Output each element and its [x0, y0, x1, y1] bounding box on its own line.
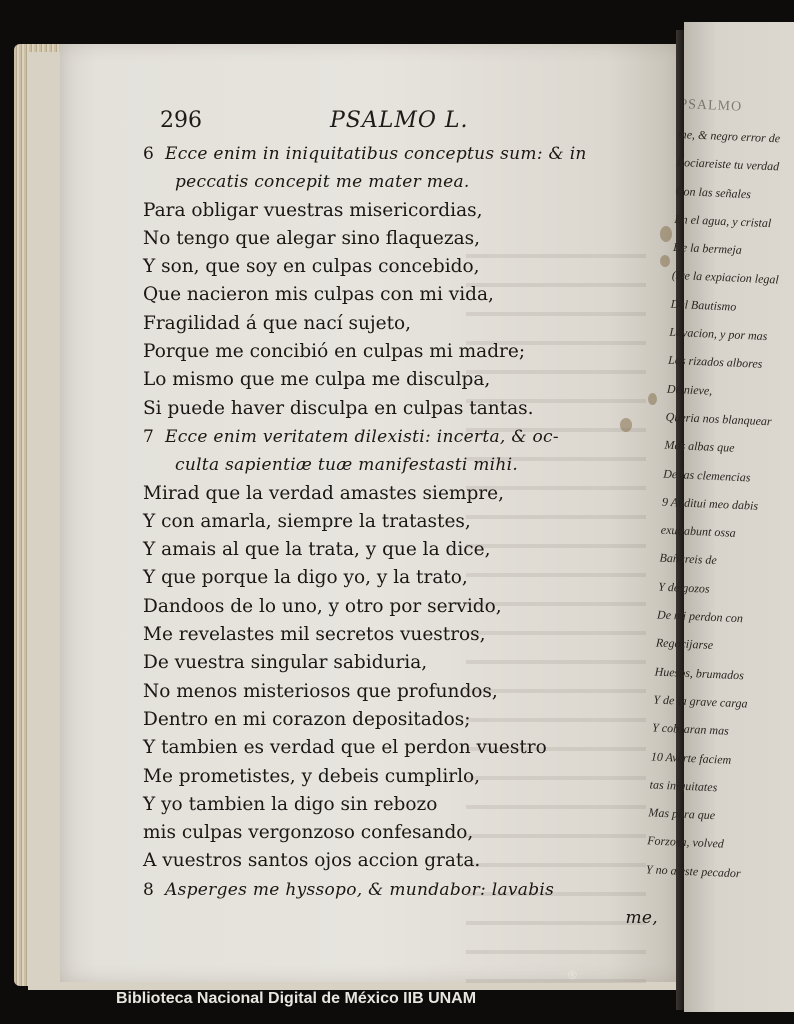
- text-line: [143, 508, 658, 536]
- next-page-line: tas iniquitates: [649, 777, 718, 795]
- running-title: PSALMO L.: [330, 108, 469, 133]
- next-page-line: De mi perdon con: [656, 607, 744, 626]
- text-line: [143, 621, 658, 649]
- watermark: [116, 968, 577, 1012]
- text-line: [143, 225, 658, 253]
- next-page-line: Con las señales: [675, 183, 752, 201]
- text-line: [143, 480, 658, 508]
- text-line: [143, 593, 658, 621]
- line-text: Si puede haver disculpa en culpas tantas.: [143, 397, 534, 419]
- next-page-line: Mas para que: [648, 805, 716, 823]
- next-page-line: Del Bautismo: [670, 296, 737, 314]
- page-stain: [660, 255, 670, 267]
- line-text: No tengo que alegar sino flaquezas,: [143, 227, 481, 249]
- line-text: Dentro en mi corazon depositados;: [143, 708, 471, 730]
- page-number: 296: [160, 108, 202, 133]
- line-text: Mirad que la verdad amastes siempre,: [143, 482, 504, 504]
- line-text: Y que porque la digo yo, y la trato,: [143, 567, 468, 589]
- next-page-line: Y cobraran mas: [651, 720, 730, 738]
- next-page-line: (De la expiacion legal: [671, 268, 780, 287]
- text-line: [143, 904, 658, 932]
- running-head: [160, 108, 490, 138]
- next-page-line: Y de la grave carga: [653, 692, 748, 711]
- line-text: Fragilidad á que nací sujeto,: [143, 312, 412, 334]
- line-text: Dandoos de lo uno, y otro por servido,: [143, 595, 502, 617]
- line-text: Porque me concibió en culpas mi madre;: [143, 341, 526, 363]
- text-line: [143, 876, 658, 904]
- text-line: [143, 253, 658, 281]
- line-text: A vuestros santos ojos accion grata.: [143, 850, 481, 872]
- text-line: [143, 847, 658, 875]
- text-line: [143, 338, 658, 366]
- line-text: me,: [625, 908, 658, 929]
- next-page-line: Mas albas que: [664, 437, 735, 455]
- line-text: Asperges me hyssopo, & mundabor: lavabis: [165, 879, 555, 900]
- text-line: [143, 310, 658, 338]
- text-line: [143, 791, 658, 819]
- line-text: peccatis concepit me mater mea.: [175, 172, 470, 193]
- text-line: [143, 536, 658, 564]
- next-page-line: De las clemencias: [662, 466, 751, 484]
- next-page-line: exultabunt ossa: [660, 522, 737, 541]
- next-page-running-title: PSALMO: [679, 96, 743, 115]
- next-page-line: 10 Averte faciem: [650, 748, 732, 767]
- next-page-line: Y no a este pecador: [645, 861, 741, 881]
- page-stain: [660, 226, 672, 242]
- text-line: [143, 678, 658, 706]
- line-text: Y amais al que la trata, y que la dice,: [143, 539, 491, 561]
- text-line: [143, 140, 658, 168]
- next-page-line: Los rizados albores: [667, 353, 763, 372]
- text-line: [143, 706, 658, 734]
- text-line: [143, 423, 658, 451]
- verse-number: 8: [143, 879, 155, 900]
- text-line: [143, 819, 658, 847]
- line-text: mis culpas vergonzoso confesando,: [143, 822, 474, 844]
- text-line: [143, 168, 658, 196]
- line-text: Que nacieron mis culpas con mi vida,: [143, 284, 494, 306]
- next-page-line: Bañareis de: [659, 551, 718, 568]
- registered-mark: ®: [568, 968, 577, 982]
- next-page-line: De nieve,: [666, 381, 713, 398]
- line-text: Me prometistes, y debeis cumplirlo,: [143, 765, 481, 787]
- next-page-line: En el agua, y cristal: [674, 211, 772, 230]
- line-text: Y tambien es verdad que el perdon vuestro: [143, 737, 547, 759]
- line-text: Para obligar vuestras misericordias,: [143, 199, 483, 221]
- text-line: [143, 564, 658, 592]
- page-text: [143, 140, 658, 932]
- verse-number: 6: [143, 144, 155, 164]
- line-text: No menos misteriosos que profundos,: [143, 680, 498, 702]
- text-line: [143, 763, 658, 791]
- next-page-line: Regocijarse: [655, 635, 714, 653]
- line-text: Ecce enim in iniquitatibus conceptus sum: & in: [165, 144, 587, 164]
- line-text: Y son, que soy en culpas concebido,: [143, 256, 480, 278]
- next-page-line: De la bermeja: [672, 240, 743, 258]
- text-line: [143, 649, 658, 677]
- text-line: [143, 197, 658, 225]
- text-line: [143, 734, 658, 762]
- verse-number: 7: [143, 426, 155, 447]
- line-text: Y yo tambien la digo sin rebozo: [143, 793, 438, 815]
- next-page-line: me, & negro error de: [677, 126, 781, 146]
- next-page-line: Queria nos blanquear: [665, 409, 772, 429]
- line-text: De vuestra singular sabiduria,: [143, 652, 428, 674]
- text-line: [143, 395, 658, 423]
- next-page-line: 9 Auditui meo dabis: [661, 494, 759, 513]
- line-text: Me revelastes mil secretos vuestros,: [143, 624, 486, 646]
- next-page-line: Huesos, brumados: [654, 664, 745, 682]
- watermark-text: Biblioteca Nacional Digital de México IIB UNAM: [116, 990, 477, 1007]
- next-page-line: Lavacion, y por mas: [669, 324, 768, 344]
- line-text: culta sapientiæ tuæ manifestasti mihi.: [175, 455, 519, 476]
- next-page-line: Rociareiste tu verdad: [676, 155, 780, 174]
- text-line: [143, 366, 658, 394]
- line-text: Y con amarla, siempre la tratastes,: [143, 510, 471, 532]
- next-page-line: Y de gozos: [658, 579, 710, 596]
- text-line: [143, 281, 658, 309]
- line-text: Ecce enim veritatem dilexisti: incerta, & oc-: [165, 426, 559, 447]
- next-page-line: Forzosa, volved: [646, 833, 725, 852]
- text-line: [143, 451, 658, 479]
- line-text: Lo mismo que me culpa me disculpa,: [143, 369, 491, 391]
